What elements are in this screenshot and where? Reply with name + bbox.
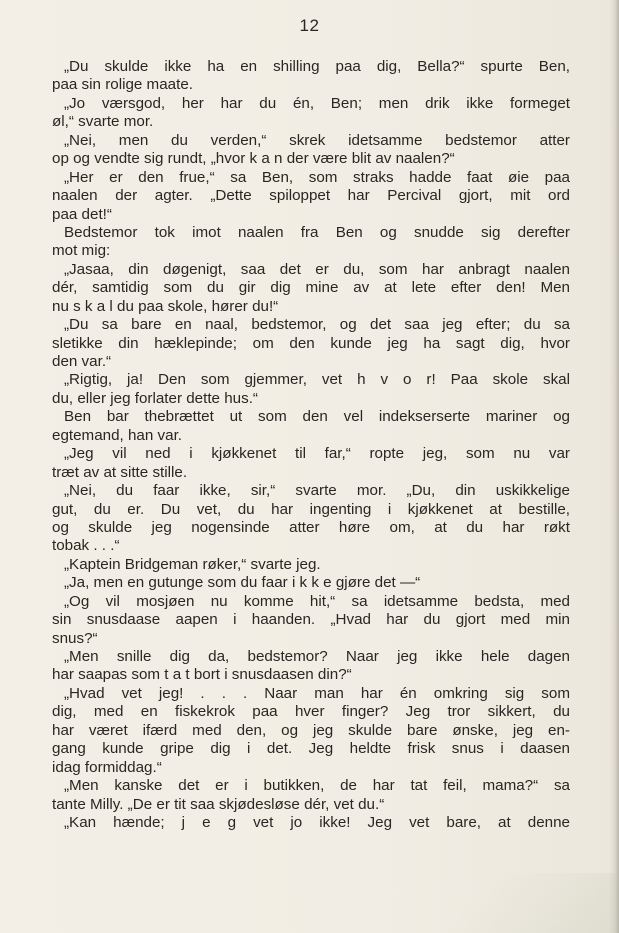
text-line: tobak . . .“ [52,537,120,555]
text-line: dig, med en fiskekrok paa hver finger? Jeg tror sikkert, du [52,703,570,721]
text-line: gut, du er. Du vet, du har ingenting i kjøkkenet at bestille, [52,500,570,518]
text-line: øl,“ svarte mor. [52,113,154,131]
text-line: og skulde jeg nogensinde atter høre om, at du har røkt [52,518,570,536]
text-line: egtemand, han var. [52,426,183,444]
text-line: idag formiddag.“ [52,758,162,776]
text-line: „Jo værsgod, her har du én, Ben; men drik ikke formeget [64,94,570,112]
text-line: „Kaptein Bridgeman røker,“ svarte jeg. [64,555,321,573]
text-line: „Hvad vet jeg! . . . Naar man har én omkring sig som [64,684,570,702]
text-line: „Kan hænde; j e g vet jo ikke! Jeg vet bare, at denne [64,813,570,831]
text-line: nu s k a l du paa skole, hører du!“ [52,297,279,315]
text-line: op og vendte sig rundt, „hvor k a n der være blit av naalen?“ [52,150,455,168]
text-line: „Og vil mosjøen nu komme hit,“ sa idetsamme bedsta, med [64,592,570,610]
text-line: sin snusdaase aapen i haanden. „Hvad har du gjort med min [52,611,570,629]
text-line: Ben bar thebrættet ut som den vel indekserserte mariner og [64,408,570,426]
text-line: „Men snille dig da, bedstemor? Naar jeg ikke hele dagen [64,648,570,665]
text-body [52,58,570,832]
text-line: „Men kanske det er i butikken, de har tat feil, mama?“ sa [64,777,570,795]
text-line: naalen der agter. „Dette spiloppet har Percival gjort, mit ord [52,187,570,205]
text-line: „Nei, du faar ikke, sir,“ svarte mor. „Du, din uskikkelige [64,482,570,500]
text-line: sletikke din hæklepinde; om den kunde jeg ha sagt dig, hvor [52,334,570,352]
text-line: Bedstemor tok imot naalen fra Ben og snudde sig derefter [64,223,570,241]
text-line: „Ja, men en gutunge som du faar i k k e gjøre det —“ [64,574,421,592]
text-line: har saapas som t a t bort i snusdaasen din?“ [52,666,352,684]
text-line: „Jeg vil ned i kjøkkenet til far,“ ropte jeg, som nu var [64,445,570,463]
text-line: paa sin rolige maate. [52,76,193,94]
page-edge-shadow [609,0,619,933]
text-line: „Nei, men du verden,“ skrek idetsamme bedstemor atter [64,131,570,149]
text-line: snus?“ [52,629,98,647]
text-line: træt av at sitte stille. [52,463,188,481]
text-line: „Du sa bare en naal, bedstemor, og det saa jeg efter; du sa [64,316,570,334]
text-line: den var.“ [52,353,112,370]
page-number: 12 [299,16,320,35]
text-line: „Du skulde ikke ha en shilling paa dig, Bella?“ spurte Ben, [64,58,570,75]
text-line: dér, samtidig som du gir dig mine av at lete efter den! Men [52,279,570,297]
text-line: paa det!“ [52,205,112,223]
text-line: har været ifærd med den, og jeg skulde bare ønske, jeg en- [52,721,570,739]
text-line: „Rigtig, ja! Den som gjemmer, vet h v o r! Paa skole skal [64,371,570,389]
text-line: mot mig: [52,242,111,260]
text-line: „Her er den frue,“ sa Ben, som straks hadde faat øie paa [64,168,570,186]
page-corner-shade [379,873,619,933]
text-line: „Jasaa, din døgenigt, saa det er du, som har anbragt naalen [64,260,570,278]
text-line: tante Milly. „De er tit saa skjødesløse dér, vet du.“ [52,795,385,813]
text-line: du, eller jeg forlater dette hus.“ [52,389,258,407]
text-line: gang kunde gripe dig i det. Jeg heldte frisk snus i daasen [52,740,570,758]
